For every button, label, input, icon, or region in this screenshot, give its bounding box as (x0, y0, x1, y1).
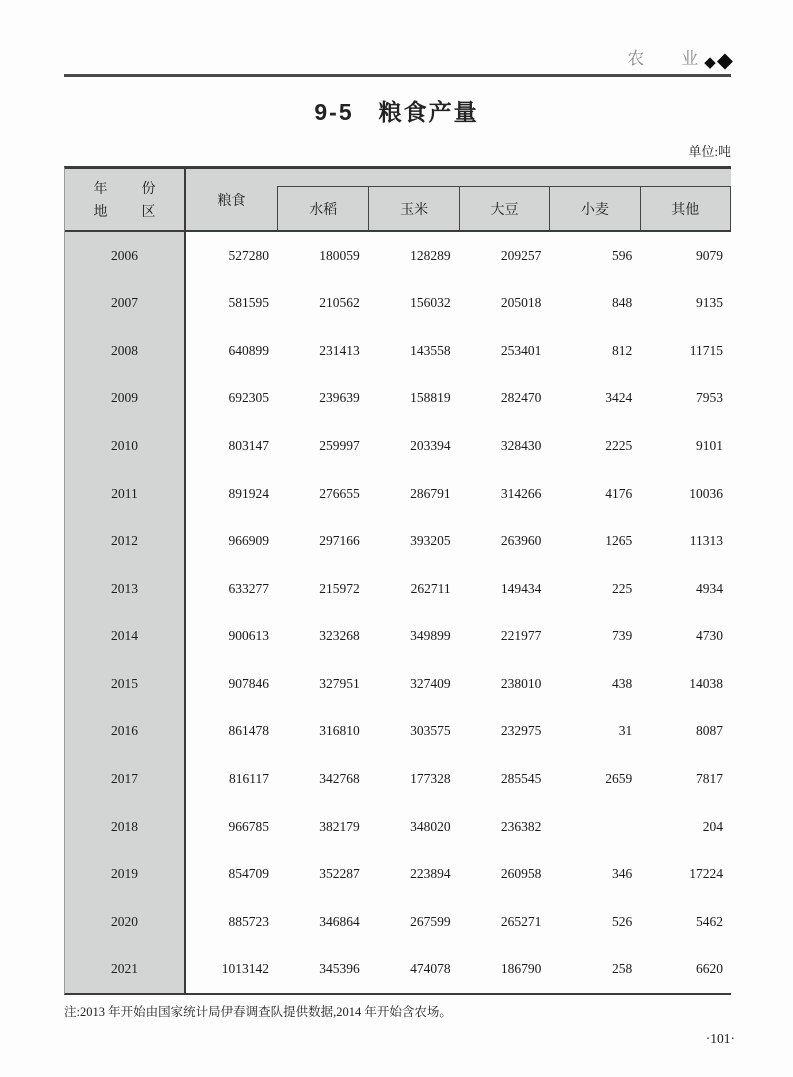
table-row (65, 280, 731, 328)
row-values (186, 280, 731, 328)
value-cell: 303575 (410, 723, 451, 739)
row-values (186, 470, 731, 518)
value-cell: 4934 (696, 580, 723, 596)
value-cell: 966785 (228, 818, 269, 834)
value-cell: 4176 (605, 485, 633, 501)
value-cell: 854709 (228, 866, 269, 882)
sub-column-header: 大豆 (459, 187, 549, 230)
value-cell: 205018 (500, 295, 542, 311)
table-row (65, 517, 731, 565)
value-cell: 346 (611, 866, 633, 882)
table-body (65, 232, 731, 993)
value-cell: 596 (611, 247, 633, 263)
page-title: 9-5 粮食产量 (314, 99, 479, 125)
row-values (186, 517, 731, 565)
value-cell: 3424 (605, 390, 633, 406)
year-cell: 2017 (65, 755, 186, 803)
corner-char: 年 (93, 182, 108, 197)
value-cell: 7953 (696, 390, 723, 406)
value-cell: 204 (702, 818, 723, 834)
value-cell: 2659 (605, 770, 633, 786)
value-cell: 526 (611, 913, 633, 929)
value-cell: 158819 (410, 390, 451, 406)
section-title: 农 业 (627, 49, 709, 68)
column-header-grain: 粮食 (217, 193, 246, 209)
value-cell: 143558 (410, 342, 451, 358)
value-cell: 6620 (696, 961, 723, 977)
value-cell: 1013142 (221, 961, 269, 977)
value-cell: 9101 (696, 438, 723, 454)
table-row (65, 613, 731, 661)
table-row (65, 660, 731, 708)
table-row (65, 850, 731, 898)
value-cell: 346864 (319, 913, 360, 929)
value-cell: 328430 (500, 438, 542, 454)
value-cell: 314266 (500, 485, 542, 501)
year-cell: 2006 (65, 232, 186, 280)
table-row (65, 755, 731, 803)
value-cell: 9135 (696, 295, 723, 311)
value-cell: 267599 (410, 913, 451, 929)
year-cell: 2010 (65, 422, 186, 470)
corner-char: 地 (93, 205, 108, 220)
value-cell: 9079 (696, 247, 723, 263)
value-cell: 156032 (410, 295, 451, 311)
year-cell: 2015 (65, 660, 186, 708)
row-values (186, 660, 731, 708)
value-cell: 276655 (319, 485, 360, 501)
value-cell: 17224 (689, 866, 723, 882)
row-values (186, 613, 731, 661)
page-number: ·101· (705, 1031, 735, 1046)
value-cell: 966909 (228, 533, 269, 549)
value-cell: 149434 (500, 580, 542, 596)
value-cell: 527280 (228, 247, 269, 263)
year-cell: 2018 (65, 803, 186, 851)
sub-column-header: 其他 (640, 187, 730, 230)
value-cell: 232975 (500, 723, 542, 739)
year-cell: 2007 (65, 280, 186, 328)
value-cell: 633277 (228, 580, 269, 596)
value-cell: 238010 (500, 675, 542, 691)
value-cell: 231413 (319, 342, 360, 358)
row-values (186, 422, 731, 470)
value-cell: 210562 (319, 295, 360, 311)
value-cell: 31 (618, 723, 633, 739)
grain-production-table (64, 166, 731, 995)
value-cell: 4730 (696, 628, 723, 644)
value-cell: 382179 (319, 818, 360, 834)
value-cell: 223894 (410, 866, 451, 882)
table-row (65, 803, 731, 851)
table-row (65, 232, 731, 280)
diamond-icon-large: ◆ (716, 48, 733, 72)
value-cell: 891924 (228, 485, 269, 501)
year-cell: 2020 (65, 898, 186, 946)
table-header (65, 169, 731, 232)
corner-line-year (94, 178, 156, 198)
value-cell: 885723 (228, 913, 269, 929)
value-cell: 177328 (410, 770, 451, 786)
value-cell: 327951 (319, 675, 360, 691)
value-cell: 297166 (319, 533, 360, 549)
value-cell: 393205 (410, 533, 451, 549)
value-cell: 225 (611, 580, 633, 596)
value-cell: 349899 (410, 628, 451, 644)
value-cell: 1265 (605, 533, 633, 549)
value-cell: 259997 (319, 438, 360, 454)
sub-column-header: 玉米 (368, 187, 458, 230)
value-cell: 263960 (500, 533, 542, 549)
row-values (186, 898, 731, 946)
year-cell: 2011 (65, 470, 186, 518)
value-cell: 262711 (410, 580, 451, 596)
value-cell: 739 (611, 628, 633, 644)
value-cell: 803147 (228, 438, 269, 454)
diamond-icon-small: ◆ (704, 55, 716, 71)
header-rule (64, 74, 731, 77)
row-values (186, 327, 731, 375)
value-cell (549, 803, 640, 851)
row-values (186, 850, 731, 898)
row-values (186, 945, 731, 993)
value-cell: 285545 (500, 770, 542, 786)
value-cell: 7817 (696, 770, 723, 786)
table-row (65, 422, 731, 470)
row-values (186, 708, 731, 756)
value-cell: 848 (611, 295, 633, 311)
table-row (65, 375, 731, 423)
value-cell: 352287 (319, 866, 360, 882)
value-cell: 221977 (500, 628, 542, 644)
table-row (65, 470, 731, 518)
value-cell: 2225 (605, 438, 633, 454)
unit-label: 单位:吨 (688, 144, 731, 159)
value-cell: 180059 (319, 247, 360, 263)
year-cell: 2019 (65, 850, 186, 898)
sub-header-group (277, 169, 731, 230)
value-cell: 474078 (410, 961, 451, 977)
corner-char: 区 (141, 205, 156, 220)
value-cell: 581595 (228, 295, 269, 311)
value-cell: 342768 (319, 770, 360, 786)
value-cell: 640899 (228, 342, 269, 358)
value-cell: 253401 (500, 342, 542, 358)
value-cell: 348020 (410, 818, 451, 834)
table-row (65, 565, 731, 613)
value-cell: 323268 (319, 628, 360, 644)
year-cell: 2013 (65, 565, 186, 613)
row-values (186, 375, 731, 423)
corner-line-region (94, 201, 156, 221)
table-row (65, 327, 731, 375)
value-cell: 327409 (410, 675, 451, 691)
value-cell: 239639 (319, 390, 360, 406)
value-cell: 203394 (410, 438, 451, 454)
value-cell: 900613 (228, 628, 269, 644)
year-cell: 2016 (65, 708, 186, 756)
value-cell: 11313 (689, 533, 723, 549)
value-cell: 5462 (696, 913, 723, 929)
row-values (186, 565, 731, 613)
value-cell: 816117 (229, 770, 269, 786)
value-cell: 209257 (500, 247, 542, 263)
corner-char: 份 (141, 182, 156, 197)
year-cell: 2012 (65, 517, 186, 565)
table-row (65, 898, 731, 946)
value-cell: 14038 (689, 675, 723, 691)
table-row (65, 945, 731, 993)
row-values (186, 803, 731, 851)
page-header (627, 50, 733, 71)
value-cell: 861478 (228, 723, 269, 739)
value-cell: 236382 (500, 818, 542, 834)
table-row (65, 708, 731, 756)
value-cell: 692305 (228, 390, 269, 406)
value-cell: 10036 (689, 485, 723, 501)
sub-column-header: 水稻 (309, 202, 338, 218)
row-values (186, 232, 731, 280)
year-cell: 2008 (65, 327, 186, 375)
value-cell: 186790 (500, 961, 542, 977)
value-cell: 260958 (500, 866, 542, 882)
value-cell: 11715 (689, 342, 723, 358)
corner-header-year-region (65, 169, 186, 230)
row-values (186, 755, 731, 803)
year-cell: 2014 (65, 613, 186, 661)
value-cell: 438 (611, 675, 633, 691)
sub-column-header: 小麦 (549, 187, 639, 230)
value-cell: 345396 (319, 961, 360, 977)
value-cell: 316810 (319, 723, 360, 739)
value-cell: 258 (611, 961, 633, 977)
sub-header-row (277, 186, 731, 230)
value-cell: 286791 (410, 485, 451, 501)
value-cell: 128289 (410, 247, 451, 263)
value-cell: 812 (611, 342, 633, 358)
year-cell: 2021 (65, 945, 186, 993)
value-cell: 215972 (319, 580, 360, 596)
footnote: 注:2013 年开始由国家统计局伊春调查队提供数据,2014 年开始含农场。 (64, 1005, 452, 1019)
year-cell: 2009 (65, 375, 186, 423)
value-cell: 265271 (500, 913, 542, 929)
value-cell: 8087 (696, 723, 723, 739)
value-cell: 282470 (500, 390, 542, 406)
value-cell: 907846 (228, 675, 269, 691)
